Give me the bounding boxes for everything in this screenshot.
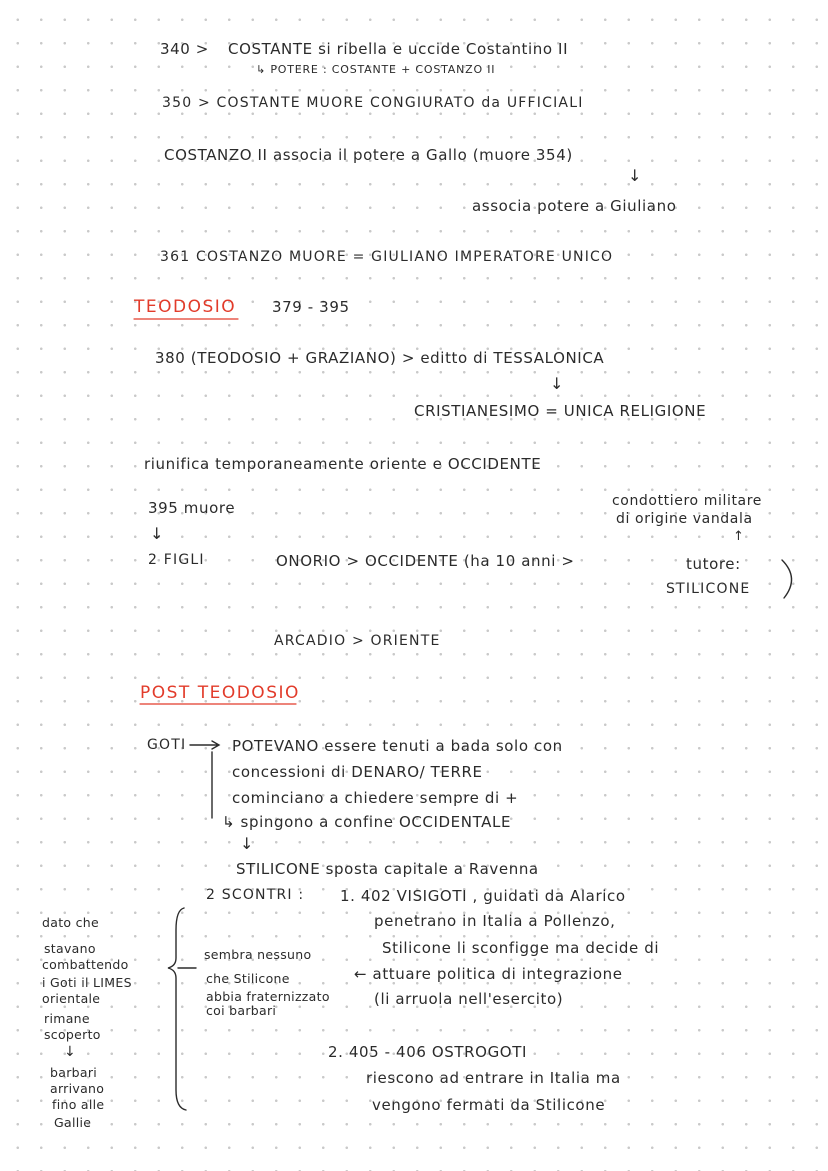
sembra-note-3: abbia fraternizzato	[206, 989, 330, 1004]
goti-arrow-icon	[190, 741, 219, 749]
scontro-1-line-d: ← attuare politica di integrazione	[354, 965, 623, 983]
scontri-label: 2 SCONTRI :	[206, 887, 305, 903]
costante-dies-line: 350 > COSTANTE MUORE CONGIURATO da UFFICIALI	[162, 95, 584, 111]
margin-note-2: stavano	[44, 941, 96, 956]
costanzo-gallo-line: COSTANZO II associa il potere a Gallo (muore 354)	[164, 146, 573, 164]
goti-line-3: cominciano a chiedere sempre di +	[232, 789, 519, 807]
goti-label: GOTI	[147, 737, 187, 753]
cristianesimo-line: CRISTIANESIMO = UNICA RELIGIONE	[414, 402, 707, 420]
down-arrow-icon: ↓	[550, 374, 564, 393]
sembra-note-1: sembra nessuno	[204, 947, 312, 962]
margin-note-9: arrivano	[50, 1081, 105, 1096]
costanzo-dies-line: 361 COSTANZO MUORE = GIULIANO IMPERATORE UNICO	[160, 249, 614, 265]
margin-note-3: combattendo	[42, 957, 129, 972]
goti-line-2: concessioni di DENARO/ TERRE	[232, 763, 483, 781]
margin-note-1: dato che	[42, 915, 100, 930]
scontro-2-line-c: vengono fermati da Stilicone	[372, 1096, 606, 1114]
muore-395: 395 muore	[148, 499, 236, 517]
up-arrow-icon: ↑	[733, 529, 744, 544]
due-figli: 2 FIGLI	[148, 552, 205, 568]
goti-line-1: POTEVANO essere tenuti a bada solo con	[232, 737, 563, 755]
stilicone-tutore: STILICONE	[666, 581, 751, 597]
scontro-1-line-c: Stilicone li sconfigge ma decide di	[382, 939, 660, 957]
margin-note-11: Gallie	[54, 1115, 92, 1130]
teodosio-years: 379 - 395	[272, 298, 350, 316]
post-teodosio-heading: POST TEODOSIO	[140, 683, 300, 703]
onorio-line: ONORIO > OCCIDENTE (ha 10 anni >	[276, 552, 575, 570]
scontro-2-line-b: riescono ad entrare in Italia ma	[366, 1069, 621, 1087]
margin-note-6: rimane	[44, 1011, 90, 1026]
down-arrow-icon: ↓	[64, 1044, 76, 1060]
stilicone-ravenna-line: STILICONE sposta capitale a Ravenna	[236, 860, 539, 878]
tutore-parenthesis	[782, 560, 792, 598]
scontri-brace	[168, 908, 186, 1110]
tutore-label: tutore:	[686, 555, 741, 573]
power-split-note: ↳ POTERE : COSTANTE + COSTANZO II	[256, 63, 496, 76]
sembra-note-2: che Stilicone	[206, 971, 290, 986]
teodosio-heading: TEODOSIO	[134, 297, 237, 317]
giuliano-line: associa potere a Giuliano	[472, 197, 677, 215]
scontro-1-line-e: (li arruola nell'esercito)	[374, 990, 564, 1008]
condottiero-note-2: di origine vandala	[616, 511, 753, 527]
down-arrow-icon: ↓	[240, 834, 254, 853]
scontro-1-line-b: penetrano in Italia a Pollenzo,	[374, 912, 616, 930]
costante-rebels-line: COSTANTE si ribella e uccide Costantino II	[228, 40, 569, 58]
scontro-1-line-a: 1. 402 VISIGOTI , guidati da Alarico	[340, 887, 626, 905]
down-arrow-icon: ↓	[628, 166, 642, 185]
condottiero-note-1: condottiero militare	[612, 493, 762, 509]
scontro-2-line-a: 2. 405 - 406 OSTROGOTI	[328, 1043, 527, 1061]
riunifica-line: riunifica temporaneamente oriente e OCCIDENTE	[144, 455, 542, 473]
goti-line-4: ↳ spingono a confine OCCIDENTALE	[222, 813, 512, 831]
margin-note-8: barbari	[50, 1065, 98, 1080]
margin-note-7: scoperto	[44, 1027, 101, 1042]
margin-note-4: i Goti il LIMES	[42, 975, 132, 990]
arcadio-line: ARCADIO > ORIENTE	[274, 633, 441, 649]
margin-note-10: fino alle	[52, 1097, 105, 1112]
down-arrow-icon: ↓	[150, 524, 164, 543]
margin-note-5: orientale	[42, 991, 101, 1006]
year-340: 340 >	[160, 40, 209, 58]
editto-line: 380 (TEODOSIO + GRAZIANO) > editto di TESSALONICA	[155, 349, 605, 367]
sembra-note-4: coi barbari	[206, 1003, 277, 1018]
